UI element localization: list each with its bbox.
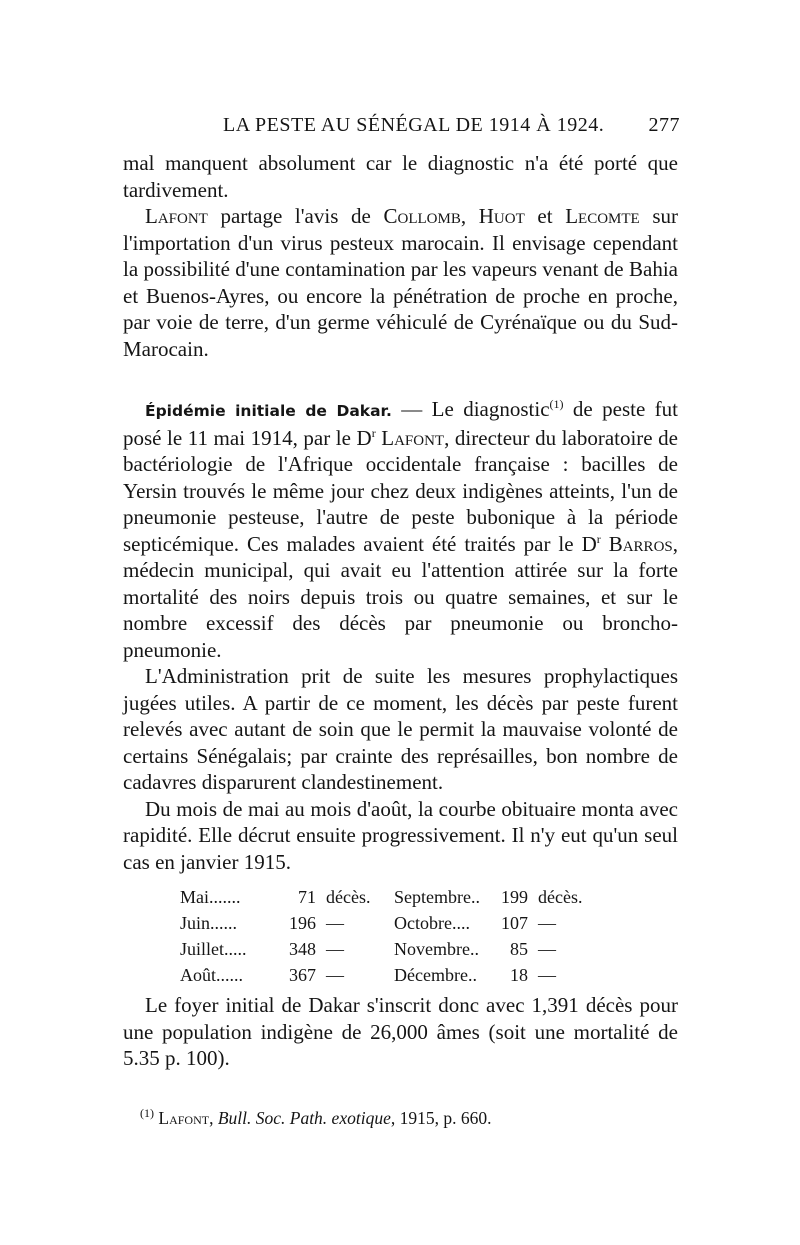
table-row bbox=[175, 936, 601, 962]
deaths-table bbox=[175, 884, 601, 988]
count-cell: 367 bbox=[289, 964, 316, 985]
author-name: Barros bbox=[600, 531, 673, 556]
footnote-ref: (1) bbox=[549, 397, 564, 411]
count-cell: 196 bbox=[289, 912, 316, 933]
unit-cell: — bbox=[538, 938, 556, 959]
text-run: , bbox=[460, 204, 479, 228]
month-cell: Septembre.. bbox=[394, 886, 480, 907]
paragraph-courbe: Du mois de mai au mois d'août, la courbe obituaire monta avec rapidité. Elle décrut ensuite progressivement. Il n'y eut qu'un seul cas en janvier 1915. bbox=[123, 796, 678, 874]
table-row bbox=[175, 884, 601, 910]
text-run: sur l'importation d'un virus pesteux marocain. Il envisage cependant la possibilité d'une contamination par les vapeurs venant de Bahia et Buenos-Ayres, ou encore la pénétration de proche en proche, par voie de terre, d'un germe véhiculé de Cyrénaïque ou du Sud-Marocain. bbox=[123, 204, 679, 361]
text-block-section bbox=[123, 396, 678, 875]
author-name: Collomb bbox=[383, 204, 461, 228]
unit-cell: — bbox=[538, 964, 556, 985]
month-cell: Décembre.. bbox=[394, 964, 477, 985]
text-run: — Le diagnostic bbox=[391, 397, 550, 421]
unit-cell: décès. bbox=[326, 886, 371, 907]
title-superscript: r bbox=[596, 531, 601, 546]
count-cell: 107 bbox=[501, 912, 528, 933]
text-run: , bbox=[209, 1108, 218, 1128]
author-name: Lafont bbox=[375, 425, 445, 450]
month-cell: Août...... bbox=[180, 964, 243, 985]
author-name: Lafont bbox=[145, 204, 208, 228]
text-run: et bbox=[524, 204, 566, 228]
unit-cell: décès. bbox=[538, 886, 583, 907]
text-run: , médecin municipal, qui avait eu l'attention attirée sur la forte mortalité des noirs depuis trois ou quatre semaines, et sur le nombre excessif des décès par pneumonie ou broncho-pneumonie. bbox=[123, 531, 678, 662]
paragraph-continuation: mal manquent absolument car le diagnostic n'a été porté que tardivement. bbox=[123, 151, 678, 202]
table-row bbox=[175, 962, 601, 988]
count-cell: 348 bbox=[289, 938, 316, 959]
text-run: , directeur du laboratoire de bactériologie de l'Afrique occidentale française : bacilles de Yersin trouvés le même jour chez deux indigènes atteints, l'un de pneumonie pesteuse, l'autre de peste bubonique à la période septicémique. Ces malades avaient été traités par le D bbox=[123, 425, 679, 556]
deaths-table-body bbox=[175, 884, 601, 988]
text-block-top bbox=[123, 150, 678, 362]
text-block-bottom bbox=[123, 992, 678, 1072]
month-cell: Octobre.... bbox=[394, 912, 470, 933]
section-heading: Épidémie initiale de Dakar. bbox=[145, 402, 392, 420]
month-cell: Mai....... bbox=[180, 886, 241, 907]
count-cell: 85 bbox=[510, 938, 528, 959]
paragraph-administration: L'Administration prit de suite les mesures prophylactiques jugées utiles. A partir de ce moment, les décès par peste furent relevés avec autant de soin que le permit la mauvaise volonté de certains Sénégalais; par crainte des représailles, bon nombre de cadavres disparurent clandestinement. bbox=[123, 664, 678, 794]
month-cell: Novembre.. bbox=[394, 938, 479, 959]
month-cell: Juillet..... bbox=[180, 938, 247, 959]
count-cell: 71 bbox=[298, 886, 316, 907]
text-run: partage l'avis de bbox=[207, 204, 384, 228]
page-number: 277 bbox=[648, 114, 680, 136]
author-name: Lecomte bbox=[565, 204, 640, 228]
footnote-mark: (1) bbox=[140, 1106, 154, 1121]
text-run: de peste fut posé le 11 mai 1914, par le D bbox=[123, 397, 678, 450]
count-cell: 18 bbox=[510, 964, 528, 985]
section-paragraph bbox=[123, 396, 678, 663]
running-title: LA PESTE AU SÉNÉGAL DE 1914 À 1924. bbox=[223, 114, 605, 136]
journal-title: Bull. Soc. Path. exotique bbox=[217, 1108, 391, 1128]
paragraph-foyer: Le foyer initial de Dakar s'inscrit donc avec 1,391 décès pour une population indigène de 26,000 âmes (soit une mortalité de 5.35 p. 100). bbox=[123, 993, 678, 1070]
author-name: Huot bbox=[478, 204, 525, 228]
count-cell: 199 bbox=[501, 886, 528, 907]
unit-cell: — bbox=[326, 964, 344, 985]
unit-cell: — bbox=[326, 938, 344, 959]
unit-cell: — bbox=[538, 912, 556, 933]
table-row bbox=[175, 910, 601, 936]
title-superscript: r bbox=[371, 425, 376, 440]
text-run: , 1915, p. 660. bbox=[390, 1108, 492, 1128]
paragraph-lafont bbox=[123, 203, 678, 362]
month-cell: Juin...... bbox=[180, 912, 238, 933]
footnote bbox=[140, 1108, 491, 1129]
unit-cell: — bbox=[326, 912, 344, 933]
author-name: Lafont bbox=[158, 1108, 210, 1128]
